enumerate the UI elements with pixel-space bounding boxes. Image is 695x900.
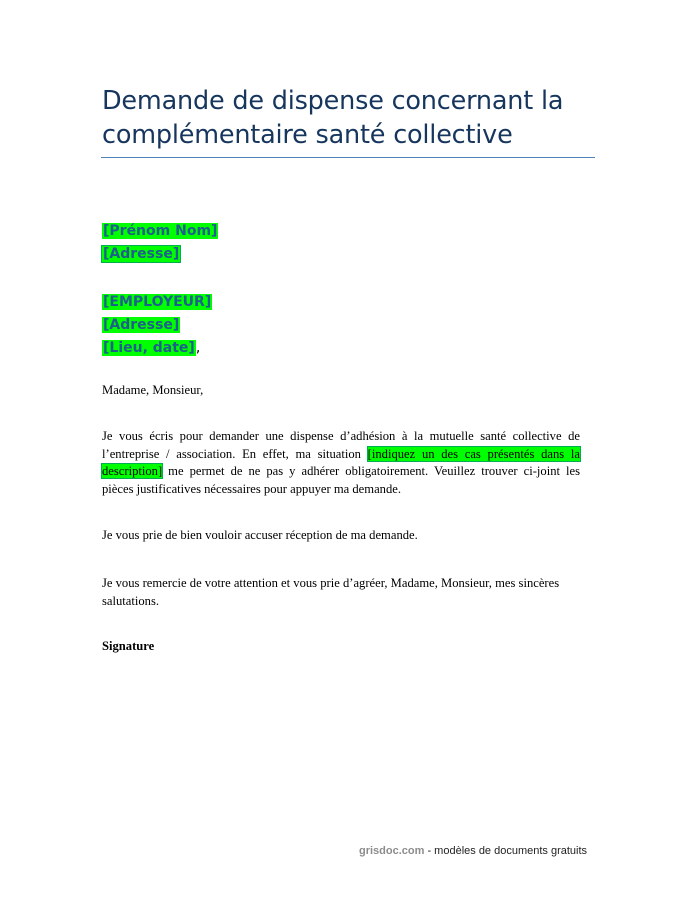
title-line-2: complémentaire santé collective: [102, 120, 513, 150]
salutation: Madame, Monsieur,: [102, 383, 204, 397]
footer-tagline: - modèles de documents gratuits: [424, 845, 588, 857]
employer-address-placeholder: [Adresse]: [103, 317, 180, 333]
body-paragraph-closing: Je vous remercie de votre attention et vous prie d’agréer, Madame, Monsieur, mes sincères salutations.: [102, 576, 560, 608]
paragraph-text-before: Je vous écris pour demander une dispense d’adhésion à la mutuelle santé collective de l’entreprise / association. En effet, ma situation: [102, 429, 580, 461]
page-footer: [359, 845, 587, 857]
footer-brand-link[interactable]: grisdoc.com: [359, 845, 425, 857]
employer-placeholder: [EMPLOYEUR]: [103, 294, 212, 310]
sender-name-placeholder: [Prénom Nom]: [103, 223, 218, 239]
place-date-comma: ,: [195, 340, 201, 356]
paragraph-text-after: me permet de ne pas y adhérer obligatoirement. Veuillez trouver ci-joint les pièces justificatives nécessaires pour appuyer ma demande.: [102, 464, 580, 496]
sender-address-placeholder: [Adresse]: [103, 246, 180, 262]
body-paragraph-acknowledgement: Je vous prie de bien vouloir accuser réception de ma demande.: [102, 528, 418, 542]
body-paragraph-request: [102, 428, 580, 498]
signature-label: Signature: [102, 639, 155, 653]
place-date-placeholder: [Lieu, date]: [103, 340, 195, 356]
document-title: [102, 84, 602, 152]
title-line-1: Demande de dispense concernant la: [102, 86, 564, 116]
case-placeholder: [indiquez un des cas présentés dans la description]: [102, 446, 580, 479]
title-underline: [101, 157, 595, 158]
sender-block: [102, 220, 218, 266]
recipient-block: [102, 291, 212, 360]
